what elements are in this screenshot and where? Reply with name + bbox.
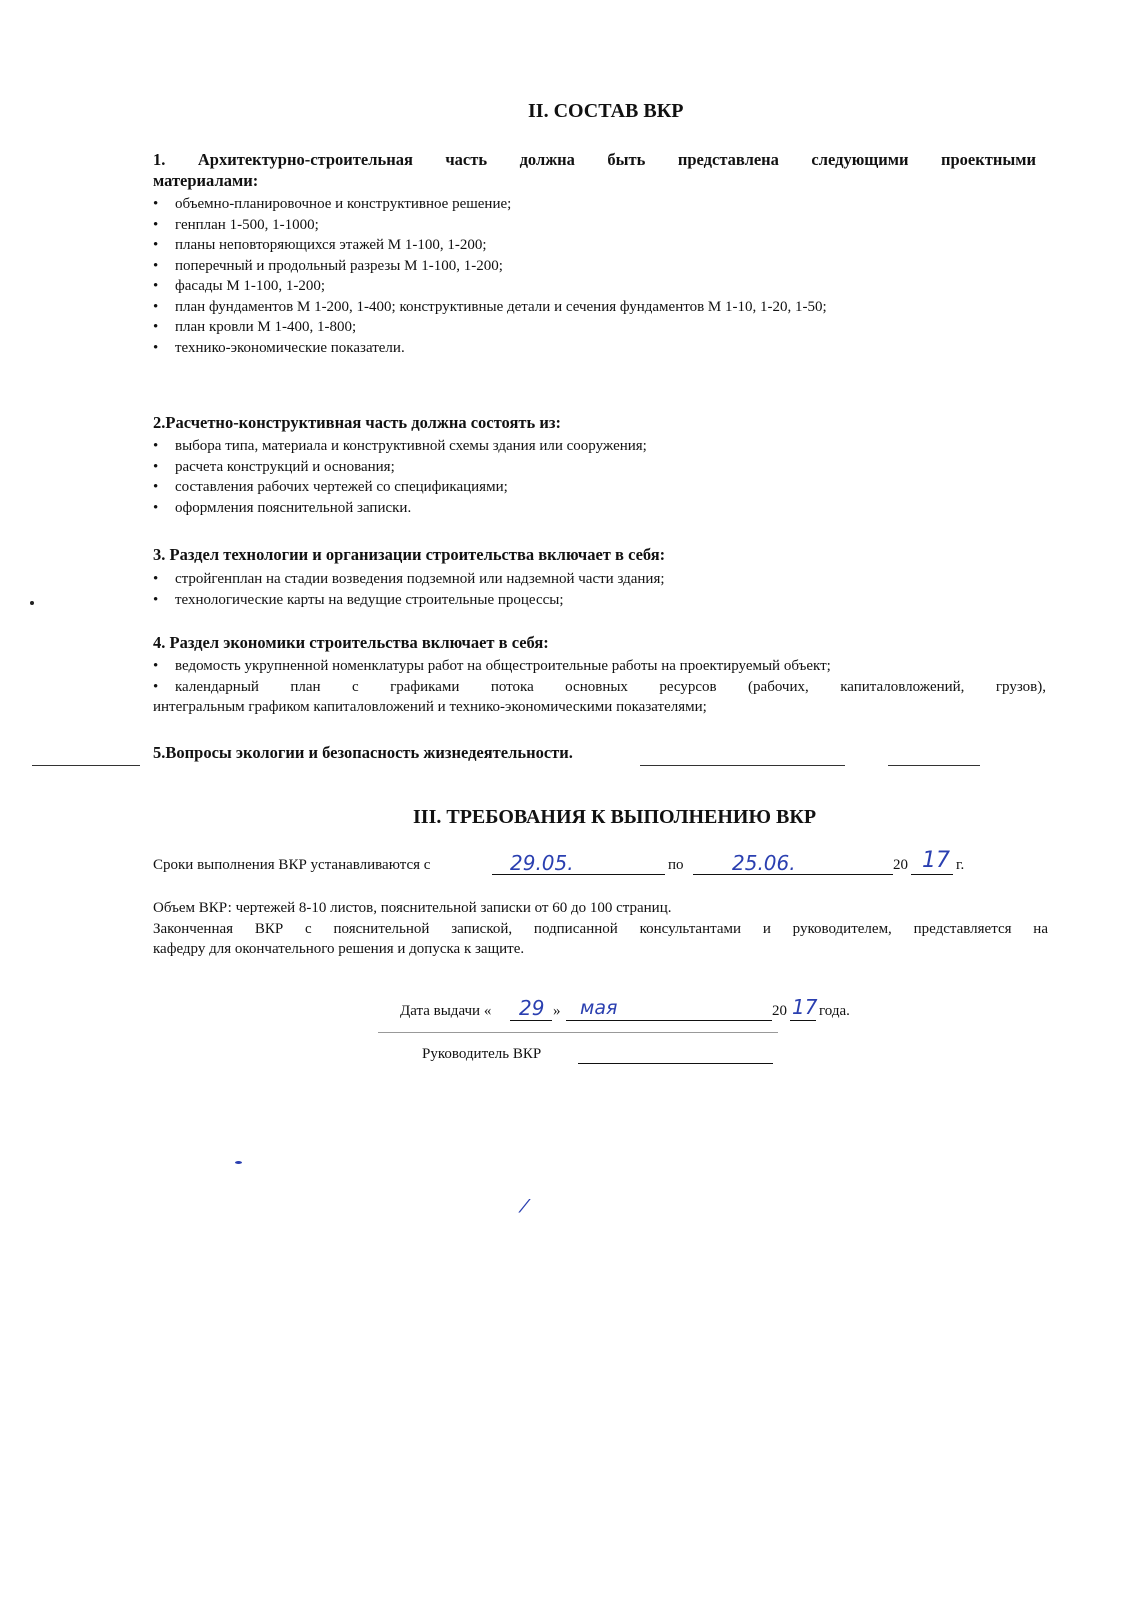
deadline-year-value: 17 [922,848,950,873]
section-3-title: III. ТРЕБОВАНИЯ К ВЫПОЛНЕНИЮ ВКР [413,806,817,828]
issue-close-quote: » [553,1003,561,1019]
list-item: • генплан 1-500, 1-1000; [153,215,827,236]
deadline-start-value: 29.05. [510,851,574,875]
list-item: • стройгенплан на стадии возведения подземной или надземной части здания; [153,569,665,590]
list-item: • оформления пояснительной записки. [153,498,647,519]
supervisor-signature-field[interactable] [578,1063,773,1064]
list-item: • календарный план с графиками потока основных ресурсов (рабочих, капиталовложений, грузов), [153,677,1046,698]
list-item: • ведомость укрупненной номенклатуры работ на общестроительные работы на проектируемый объект; [153,656,1046,677]
item-2-heading: 2.Расчетно-конструктивная часть должна состоять из: [153,413,561,432]
item-3-list [153,569,665,610]
item-3-heading: 3. Раздел технологии и организации строительства включает в себя: [153,545,666,564]
list-item: • поперечный и продольный разрезы М 1-100, 1-200; [153,256,827,277]
deadline-end-value: 25.06. [732,851,796,875]
list-item: • составления рабочих чертежей со спецификациями; [153,477,647,498]
list-item: • выбора типа, материала и конструктивной схемы здания или сооружения; [153,436,647,457]
supervisor-label: Руководитель ВКР [422,1046,542,1062]
issue-day-field[interactable] [510,1020,552,1021]
deadline-year-unit: г. [956,857,965,873]
divider [888,765,980,766]
list-item: • объемно-планировочное и конструктивное решение; [153,194,827,215]
volume-text: Объем ВКР: чертежей 8-10 листов, пояснительной записки от 60 до 100 страниц. [153,900,672,916]
deadline-year-field[interactable] [911,874,953,875]
list-item: • планы неповторяющихся этажей М 1-100, 1-200; [153,235,827,256]
section-2-title: II. СОСТАВ ВКР [528,100,684,122]
issue-year-prefix: 20 [772,1003,787,1019]
stray-mark [30,601,34,605]
divider [32,765,140,766]
bleed-through-text [80,435,88,469]
issue-year-value: 17 [792,995,818,1019]
list-item: • фасады М 1-100, 1-200; [153,276,827,297]
item-1-heading: 1. Архитектурно-строительная часть должна быть представлена следующими проектными [153,150,1036,169]
deadline-year-prefix: 20 [893,857,908,873]
deadline-label: Сроки выполнения ВКР устанавливаются с [153,857,431,873]
issue-day-value: 29 [519,996,545,1020]
item-5-heading: 5.Вопросы экологии и безопасность жизнедеятельности. [153,743,573,762]
completed-text-line2: кафедру для окончательного решения и допуска к защите. [153,941,525,957]
issue-year-unit: года. [819,1003,850,1019]
deadline-to-label: по [668,857,684,873]
completed-text-line1: Законченная ВКР с пояснительной запиской, подписанной консультантами и руководителем, представляется на [153,921,1048,937]
list-item: • технико-экономические показатели. [153,338,827,359]
item-4-heading: 4. Раздел экономики строительства включает в себя: [153,633,549,652]
item-1-list [153,194,827,358]
issue-date-label: Дата выдачи « [400,1003,492,1019]
list-item: • расчета конструкций и основания; [153,457,647,478]
list-item: • план кровли М 1-400, 1-800; [153,317,827,338]
stray-mark [235,1161,242,1164]
item-4-list [153,656,1046,697]
item-4-bullet-2-cont: интегральным графиком капиталовложений и технико-экономическими показателями; [153,699,707,715]
pen-stroke: ⁄ [523,1196,527,1217]
issue-month-field[interactable] [566,1020,772,1021]
list-item: • технологические карты на ведущие строительные процессы; [153,590,665,611]
bleed-through-text [170,95,175,117]
issue-month-value: мая [580,997,618,1019]
issue-year-field[interactable] [790,1020,816,1021]
divider [378,1032,778,1033]
item-2-list [153,436,647,518]
list-item: • план фундаментов М 1-200, 1-400; конструктивные детали и сечения фундаментов М 1-10, 1-20, 1-50; [153,297,827,318]
divider [640,765,845,766]
item-1-heading-cont: материалами: [153,171,259,190]
